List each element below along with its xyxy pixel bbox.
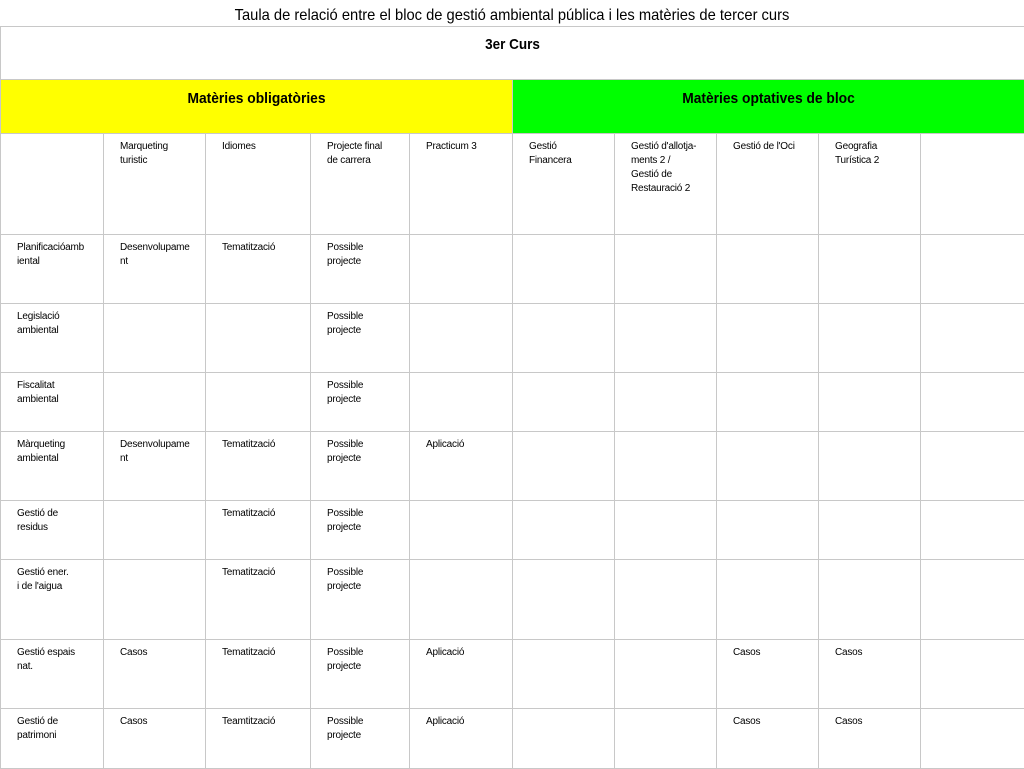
relation-value: Casos xyxy=(104,640,205,660)
relation-value: Possible projecte xyxy=(311,560,409,594)
subject-label: Gestió Financera xyxy=(513,134,614,168)
relation-cell xyxy=(104,560,206,640)
relation-cell xyxy=(615,640,717,709)
relation-cell xyxy=(410,709,513,769)
relation-value xyxy=(410,560,512,566)
subject-cell xyxy=(717,134,819,235)
relation-value xyxy=(104,304,205,310)
subject-cell xyxy=(615,134,717,235)
subject-cell xyxy=(104,134,206,235)
subject-label: Gestió d'allotja- ments 2 / Gestió de Restauració 2 xyxy=(615,134,716,196)
relation-value xyxy=(615,640,716,646)
relation-value xyxy=(513,373,614,379)
relation-value xyxy=(410,235,512,241)
relation-value: Casos xyxy=(717,709,818,729)
table-row xyxy=(1,560,1024,640)
relation-value xyxy=(921,304,1024,310)
subject-label: Gestió de l'Oci xyxy=(717,134,818,154)
course-header-row xyxy=(1,27,1024,80)
topic-cell xyxy=(1,304,104,373)
relation-cell xyxy=(717,560,819,640)
course-header: 3er Curs xyxy=(52,27,973,53)
relation-cell xyxy=(921,640,1024,709)
relation-value xyxy=(819,373,920,379)
relation-value xyxy=(717,560,818,566)
table-row xyxy=(1,373,1024,432)
relation-value: Aplicació xyxy=(410,640,512,660)
relation-cell xyxy=(104,373,206,432)
relation-cell xyxy=(615,304,717,373)
topic-cell xyxy=(1,709,104,769)
relation-value xyxy=(513,432,614,438)
relation-cell xyxy=(717,709,819,769)
relation-cell xyxy=(615,501,717,560)
relation-value xyxy=(819,235,920,241)
relation-table xyxy=(0,26,1024,769)
relation-value xyxy=(104,501,205,507)
relation-cell xyxy=(819,373,921,432)
relation-cell xyxy=(311,501,410,560)
relation-cell xyxy=(513,373,615,432)
relation-cell xyxy=(615,235,717,304)
relation-value: Aplicació xyxy=(410,432,512,452)
relation-cell xyxy=(513,304,615,373)
relation-cell xyxy=(717,304,819,373)
relation-cell xyxy=(311,640,410,709)
relation-cell xyxy=(615,432,717,501)
relation-value: Aplicació xyxy=(410,709,512,729)
relation-value: Teamtització xyxy=(206,709,310,729)
relation-value: Casos xyxy=(104,709,205,729)
relation-cell xyxy=(513,560,615,640)
relation-cell xyxy=(104,235,206,304)
relation-cell xyxy=(921,304,1024,373)
relation-cell xyxy=(311,709,410,769)
relation-value xyxy=(717,432,818,438)
relation-value xyxy=(615,501,716,507)
relation-value xyxy=(513,304,614,310)
relation-cell xyxy=(410,640,513,709)
topic-cell xyxy=(1,373,104,432)
subject-label: Idiomes xyxy=(206,134,310,154)
subject-label xyxy=(1,134,103,140)
topic-cell xyxy=(1,432,104,501)
relation-cell xyxy=(104,304,206,373)
subject-cell xyxy=(311,134,410,235)
relation-cell xyxy=(104,432,206,501)
relation-cell xyxy=(921,432,1024,501)
relation-cell xyxy=(206,432,311,501)
relation-value xyxy=(921,640,1024,646)
relation-cell xyxy=(513,501,615,560)
relation-value: Tematització xyxy=(206,501,310,521)
relation-value: Tematització xyxy=(206,640,310,660)
relation-cell xyxy=(410,235,513,304)
table-row xyxy=(1,304,1024,373)
relation-value: Possible projecte xyxy=(311,640,409,674)
table-row xyxy=(1,640,1024,709)
table-row xyxy=(1,235,1024,304)
subject-label: Projecte final de carrera xyxy=(311,134,409,168)
relation-value xyxy=(819,560,920,566)
relation-value xyxy=(104,560,205,566)
relation-value: Tematització xyxy=(206,432,310,452)
topic-label: Legislació ambiental xyxy=(1,304,103,338)
relation-cell xyxy=(410,501,513,560)
course-header-cell xyxy=(1,27,1024,80)
relation-value xyxy=(410,304,512,310)
relation-cell xyxy=(410,373,513,432)
relation-cell xyxy=(717,432,819,501)
topic-cell xyxy=(1,501,104,560)
topic-cell xyxy=(1,640,104,709)
topic-label: Gestió ener. i de l'aigua xyxy=(1,560,103,594)
relation-cell xyxy=(513,640,615,709)
relation-cell xyxy=(311,304,410,373)
relation-cell xyxy=(819,501,921,560)
relation-value xyxy=(921,709,1024,715)
relation-value xyxy=(513,640,614,646)
relation-value: Desenvolupame nt xyxy=(104,432,205,466)
relation-value xyxy=(206,304,310,310)
relation-cell xyxy=(819,304,921,373)
relation-value xyxy=(104,373,205,379)
relation-value xyxy=(513,501,614,507)
category-row xyxy=(1,80,1024,134)
relation-value: Possible projecte xyxy=(311,432,409,466)
relation-cell xyxy=(206,709,311,769)
relation-cell xyxy=(206,235,311,304)
topic-label: Gestió de residus xyxy=(1,501,103,535)
relation-cell xyxy=(819,560,921,640)
relation-value xyxy=(717,501,818,507)
relation-cell xyxy=(513,235,615,304)
table-row xyxy=(1,432,1024,501)
relation-cell xyxy=(615,560,717,640)
relation-cell xyxy=(921,501,1024,560)
relation-value xyxy=(513,235,614,241)
relation-cell xyxy=(206,560,311,640)
relation-cell xyxy=(615,709,717,769)
relation-value xyxy=(921,235,1024,241)
relation-value: Possible projecte xyxy=(311,501,409,535)
topic-label: Gestió de patrimoni xyxy=(1,709,103,743)
relation-cell xyxy=(410,304,513,373)
relation-value: Casos xyxy=(819,709,920,729)
subject-label: Marqueting turistic xyxy=(104,134,205,168)
subject-cell xyxy=(921,134,1024,235)
relation-cell xyxy=(717,501,819,560)
relation-cell xyxy=(311,235,410,304)
relation-value xyxy=(717,373,818,379)
topic-cell xyxy=(1,235,104,304)
topic-rows xyxy=(1,235,1024,769)
relation-value: Possible projecte xyxy=(311,373,409,407)
relation-value: Possible projecte xyxy=(311,709,409,743)
relation-cell xyxy=(717,373,819,432)
subject-label: Practicum 3 xyxy=(410,134,512,154)
relation-cell xyxy=(206,373,311,432)
topic-label: Planificacióamb iental xyxy=(1,235,103,269)
relation-cell xyxy=(410,432,513,501)
subject-label: Geografia Turística 2 xyxy=(819,134,920,168)
relation-cell xyxy=(206,501,311,560)
relation-cell xyxy=(921,560,1024,640)
subject-cell xyxy=(206,134,311,235)
relation-value: Casos xyxy=(819,640,920,660)
relation-cell xyxy=(206,640,311,709)
relation-cell xyxy=(615,373,717,432)
relation-cell xyxy=(921,709,1024,769)
relation-cell xyxy=(921,235,1024,304)
relation-cell xyxy=(513,709,615,769)
table-row xyxy=(1,501,1024,560)
relation-cell xyxy=(513,432,615,501)
relation-value xyxy=(615,304,716,310)
subject-cell xyxy=(819,134,921,235)
relation-value: Casos xyxy=(717,640,818,660)
relation-value xyxy=(819,432,920,438)
subject-label xyxy=(921,134,1024,140)
relation-value: Possible projecte xyxy=(311,235,409,269)
relation-cell xyxy=(311,373,410,432)
relation-value xyxy=(819,304,920,310)
topic-label: Gestió espais nat. xyxy=(1,640,103,674)
relation-value xyxy=(615,373,716,379)
relation-value: Tematització xyxy=(206,235,310,255)
relation-cell xyxy=(104,709,206,769)
relation-value xyxy=(615,560,716,566)
relation-cell xyxy=(819,640,921,709)
relation-cell xyxy=(104,640,206,709)
table-row xyxy=(1,709,1024,769)
subjects-row xyxy=(1,134,1024,235)
relation-cell xyxy=(819,235,921,304)
relation-value xyxy=(615,432,716,438)
relation-cell xyxy=(311,432,410,501)
optional-subjects-label: Matèries optatives de bloc xyxy=(533,80,1003,107)
relation-cell xyxy=(819,709,921,769)
topic-cell xyxy=(1,560,104,640)
relation-value xyxy=(717,304,818,310)
relation-value xyxy=(921,432,1024,438)
relation-cell xyxy=(410,560,513,640)
relation-value: Possible projecte xyxy=(311,304,409,338)
relation-value xyxy=(206,373,310,379)
relation-cell xyxy=(819,432,921,501)
relation-cell xyxy=(104,501,206,560)
optional-subjects-header xyxy=(513,80,1024,134)
relation-value xyxy=(410,501,512,507)
relation-value xyxy=(410,373,512,379)
relation-cell xyxy=(921,373,1024,432)
relation-cell xyxy=(717,640,819,709)
relation-value xyxy=(717,235,818,241)
relation-value: Desenvolupame nt xyxy=(104,235,205,269)
relation-value xyxy=(819,501,920,507)
subject-cell xyxy=(410,134,513,235)
relation-value xyxy=(615,709,716,715)
relation-value xyxy=(513,709,614,715)
relation-value xyxy=(513,560,614,566)
topic-label: Fiscalitat ambiental xyxy=(1,373,103,407)
page-title: Taula de relació entre el bloc de gestió ambiental pública i les matèries de tercer curs xyxy=(41,5,983,27)
subject-cell xyxy=(1,134,104,235)
relation-value xyxy=(921,560,1024,566)
topic-label: Màrqueting ambiental xyxy=(1,432,103,466)
mandatory-subjects-label: Matèries obligatòries xyxy=(21,80,491,107)
relation-cell xyxy=(311,560,410,640)
relation-cell xyxy=(717,235,819,304)
relation-value xyxy=(921,501,1024,507)
relation-value xyxy=(615,235,716,241)
mandatory-subjects-header xyxy=(1,80,513,134)
relation-cell xyxy=(206,304,311,373)
relation-value xyxy=(921,373,1024,379)
relation-value: Tematització xyxy=(206,560,310,580)
subject-cell xyxy=(513,134,615,235)
